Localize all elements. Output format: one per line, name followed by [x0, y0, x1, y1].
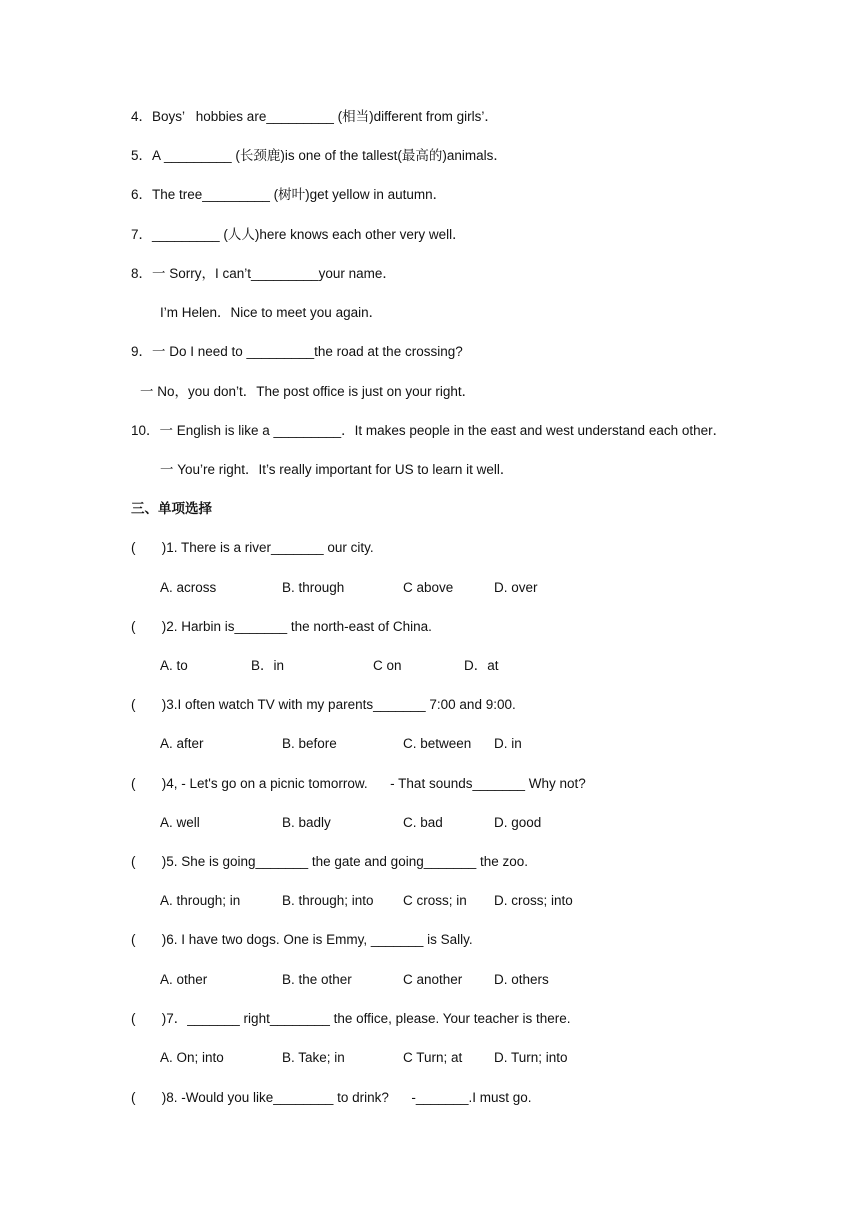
fill-blank-6: 6．The tree_________ (树叶)get yellow in autumn． — [131, 187, 447, 202]
option-a: A. across — [160, 580, 217, 595]
option-d: D．at — [464, 658, 499, 673]
option-b: B. through; into — [282, 893, 374, 908]
question-stem: ( )1. There is a river_______ our city. — [131, 540, 374, 555]
option-a: A. well — [160, 815, 200, 830]
question-stem: ( )6. I have two dogs. One is Emmy, _______ is Sally. — [131, 932, 473, 947]
option-d: D. good — [494, 815, 542, 830]
option-c: C cross; in — [403, 893, 467, 908]
fill-blank-8: 8．一 Sorry，I can’t_________your name． — [131, 266, 396, 281]
option-d: D. Turn; into — [494, 1050, 568, 1065]
option-d: D. over — [494, 580, 538, 595]
question-stem: ( )2. Harbin is_______ the north-east of China. — [131, 619, 432, 634]
option-c: C on — [373, 658, 402, 673]
option-b: B. Take; in — [282, 1050, 345, 1065]
option-b: B．in — [251, 658, 285, 673]
option-b: B. the other — [282, 972, 352, 987]
fill-blank-8-reply: I’m Helen．Nice to meet you again． — [160, 305, 383, 320]
option-d: D. in — [494, 736, 522, 751]
fill-blank-4: 4．Boys’ hobbies are_________ (相当)different from girls’． — [131, 109, 498, 124]
fill-blank-9-reply: 一 No，you don’t．The post office is just on your right． — [140, 384, 476, 399]
option-a: A. after — [160, 736, 204, 751]
option-b: B. through — [282, 580, 345, 595]
fill-blank-10-reply: 一 You’re right．It’s really important for US to learn it well． — [160, 462, 514, 477]
option-c: C. between — [403, 736, 472, 751]
option-b: B. badly — [282, 815, 331, 830]
option-a: A. through; in — [160, 893, 241, 908]
question-stem: ( )5. She is going_______ the gate and going_______ the zoo. — [131, 854, 529, 869]
option-c: C Turn; at — [403, 1050, 463, 1065]
option-a: A. On; into — [160, 1050, 224, 1065]
option-c: C another — [403, 972, 463, 987]
question-stem: ( )4, - Let's go on a picnic tomorrow. - That sounds_______ Why not? — [131, 776, 586, 791]
fill-blank-10: 10．一 English is like a _________．It makes people in the east and west understand each other． — [131, 423, 727, 438]
question-stem: ( )8. -Would you like________ to drink? -_______.I must go. — [131, 1090, 532, 1105]
question-stem: ( )7．_______ right________ the office, please. Your teacher is there. — [131, 1011, 571, 1026]
option-c: C. bad — [403, 815, 443, 830]
fill-blank-7: 7．_________ (人人)here knows each other very well． — [131, 227, 466, 242]
section-title: 三、单项选择 — [131, 501, 212, 517]
option-d: D. others — [494, 972, 549, 987]
option-a: A. other — [160, 972, 208, 987]
option-c: C above — [403, 580, 454, 595]
option-b: B. before — [282, 736, 337, 751]
fill-blank-9: 9．一 Do I need to _________the road at the crossing? — [131, 344, 463, 359]
question-stem: ( )3.I often watch TV with my parents_______ 7:00 and 9:00. — [131, 697, 516, 712]
fill-blank-5: 5．A _________ (长颈鹿)is one of the tallest(最高的)animals． — [131, 148, 507, 163]
option-d: D. cross; into — [494, 893, 573, 908]
option-a: A. to — [160, 658, 188, 673]
